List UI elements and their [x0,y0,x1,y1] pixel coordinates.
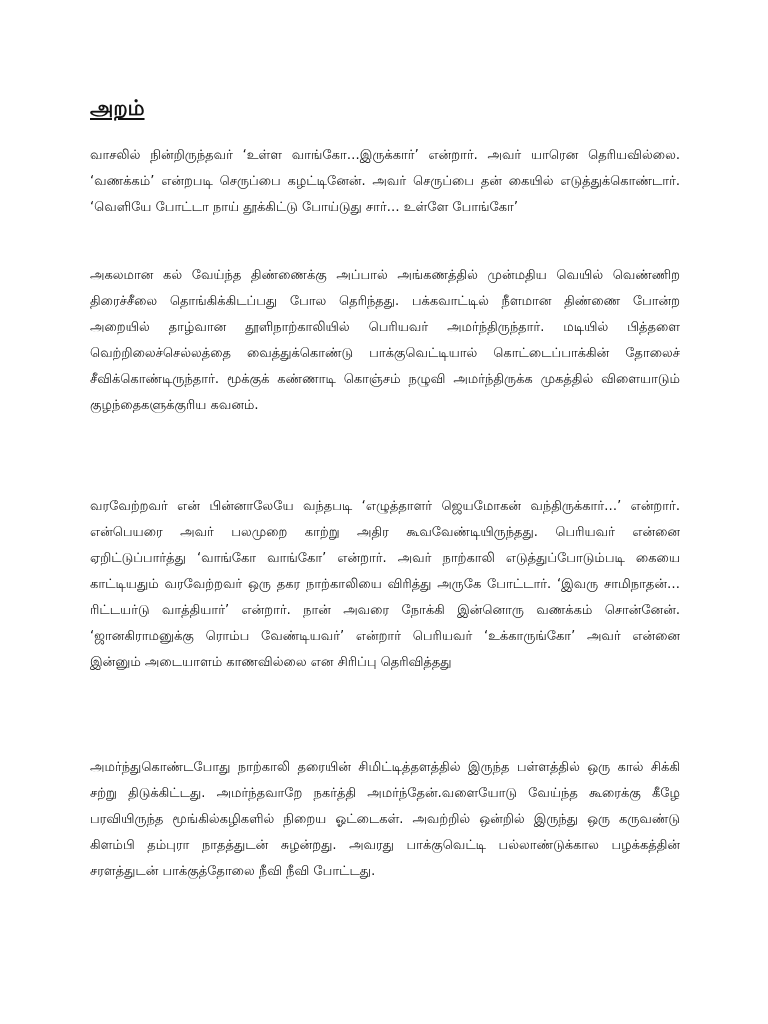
paragraph-3: வரவேற்றவர் என் பின்னாலேயே வந்தபடி ‘எழுத்தாளர் ஜெயமோகன் வந்திருக்கார்…’ என்றார். என்பெயரை அவர் பலமுறை காற்று அதிர கூவவேண்டியிருந்தது. பெரியவர் என்னை ஏறிட்டுப்பார்த்து ‘வாங்கோ வாங்கோ’ என்றார். அவர் நாற்காலி எடுத்துப்போடும்படி கையை காட்டியதும் வரவேற்றவர் ஒரு தகர நாற்காலியை விரித்து அருகே போட்டார். ‘இவரு சாமிநாதன்…ரிட்டயர்டு வாத்தியார்’ என்றார். நான் அவரை நோக்கி இன்னொரு வணக்கம் சொன்னேன். ‘ஜானகிராமனுக்கு ரொம்ப வேண்டியவர்’ என்றார் பெரியவர் ‘உக்காருங்கோ’ அவர் என்னை இன்னும் அடையாளம் காணவில்லை என சிரிப்பு தெரிவித்தது [90,499,680,670]
paragraph-4: அமர்ந்துகொண்டபோது நாற்காலி தரையின் சிமிட்டித்தளத்தில் இருந்த பள்ளத்தில் ஒரு கால் சிக்கி சற்று திடுக்கிட்டது. அமர்ந்தவாறே நகர்த்தி அமர்ந்தேன்.வளையோடு வேய்ந்த கூரைக்கு கீழே பரவியிருந்த மூங்கில்கழிகளில் நிறைய ஓட்டைகள். அவற்றில் ஒன்றில் இருந்து ஒரு கருவண்டு கிளம்பி தம்புரா நாதத்துடன் சுழன்றது. அவரது பாக்குவெட்டி பல்லாண்டுக்கால பழக்கத்தின் சரளத்துடன் பாக்குத்தோலை நீவி நீவி போட்டது. [90,760,680,879]
document-title: அறம் [90,96,145,120]
paragraph-1: வாசலில் நின்றிருந்தவர் ‘உள்ள வாங்கோ…இருக்கார்’ என்றார். அவர் யாரென தெரியவில்லை. ‘வணக்கம்’ என்றபடி செருப்பை கழட்டினேன். அவர் செருப்பை தன் கையில் எடுத்துக்கொண்டார். ‘வெளியே போட்டா நாய் தூக்கிட்டு போய்டுது சார்… உள்ளே போங்கோ’ [90,148,680,215]
paragraph-2: அகலமான கல் வேய்ந்த திண்ணைக்கு அப்பால் அங்கணத்தில் முன்மதிய வெயில் வெண்ணிற திரைச்சீலை தொங்கிக்கிடப்பது போல தெரிந்தது. பக்கவாட்டில் நீளமான திண்ணை போன்ற அறையில் தாழ்வான தூளிநாற்காலியில் பெரியவர் அமர்ந்திருந்தார். மடியில் பித்தளை வெற்றிலைச்செல்லத்தை வைத்துக்கொண்டு பாக்குவெட்டியால் கொட்டைப்பாக்கின் தோலைச் சீவிக்கொண்டிருந்தார். மூக்குக் கண்ணாடி கொஞ்சம் நழுவி அமர்ந்திருக்க முகத்தில் விளையாடும் குழந்தைகளுக்குரிய கவனம். [90,268,680,413]
